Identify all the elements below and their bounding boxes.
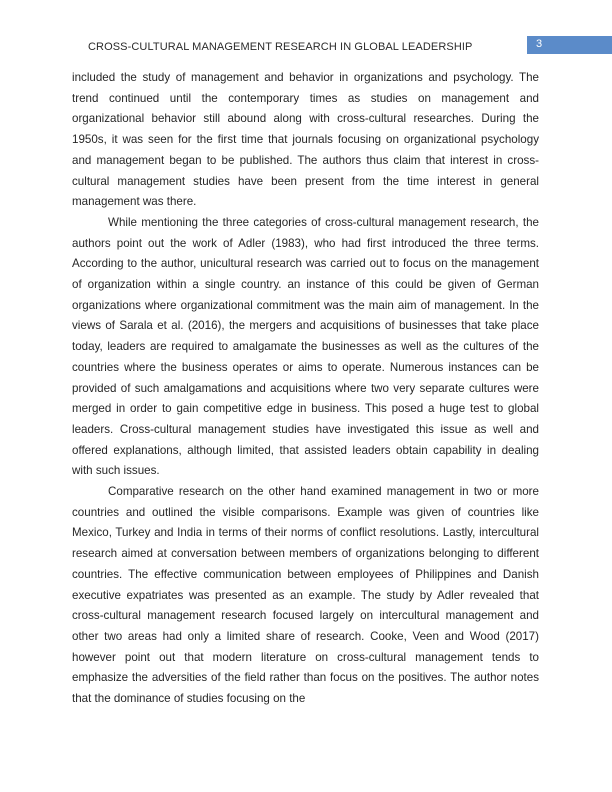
paragraph-comparative: Comparative research on the other hand examined management in two or more countries and outlined the visible comparisons. Example was given of countries like Mexico, Turkey and India in terms of their norms of conflict resolutions. Lastly, intercultural research aimed at conversation between members of organizations belonging to different countries. The effective communication between employees of Philippines and Danish executive expatriates was presented as an example. The study by Adler revealed that cross-cultural management research focused largely on intercultural management and other two areas had only a limited share of research. Cooke, Veen and Wood (2017) however point out that modern literature on cross-cultural management tends to emphasize the adversities of the field rather than focus on the positives. The author notes that the dominance of studies focusing on the bbox=[72, 485, 539, 706]
running-head: CROSS-CULTURAL MANAGEMENT RESEARCH IN GLOBAL LEADERSHIP bbox=[88, 41, 473, 53]
page-number-badge: 3 bbox=[527, 36, 612, 54]
paragraph-categories: While mentioning the three categories of cross-cultural management research, the authors point out the work of Adler (1983), who had first introduced the three terms. According to the author, unicultural research was carried out to focus on the management of organization within a single country. an instance of this could be given of German organizations where organizational commitment was the main aim of management. In the views of Sarala et al. (2016), the mergers and acquisitions of businesses that take place today, leaders are required to amalgamate the businesses as well as the cultures of the countries where the business operates or aims to operate. Numerous instances can be provided of such amalgamations and acquisitions where two very separate cultures were merged in order to gain competitive edge in business. This posed a huge test to global leaders. Cross-cultural management studies have investigated this issue as well and offered explanations, although limited, that assisted leaders obtain capability in dealing with such issues. bbox=[72, 215, 539, 478]
paragraph-continuation: included the study of management and behavior in organizations and psychology. The trend continued until the contemporary times as studies on management and organizational behavior still abound along with cross-cultural researches. During the 1950s, it was seen for the first time that journals focusing on organizational psychology and management began to be published. The authors thus claim that interest in cross-cultural management studies have been present from the time interest in general management was there. bbox=[72, 71, 539, 209]
body-text bbox=[72, 68, 539, 710]
